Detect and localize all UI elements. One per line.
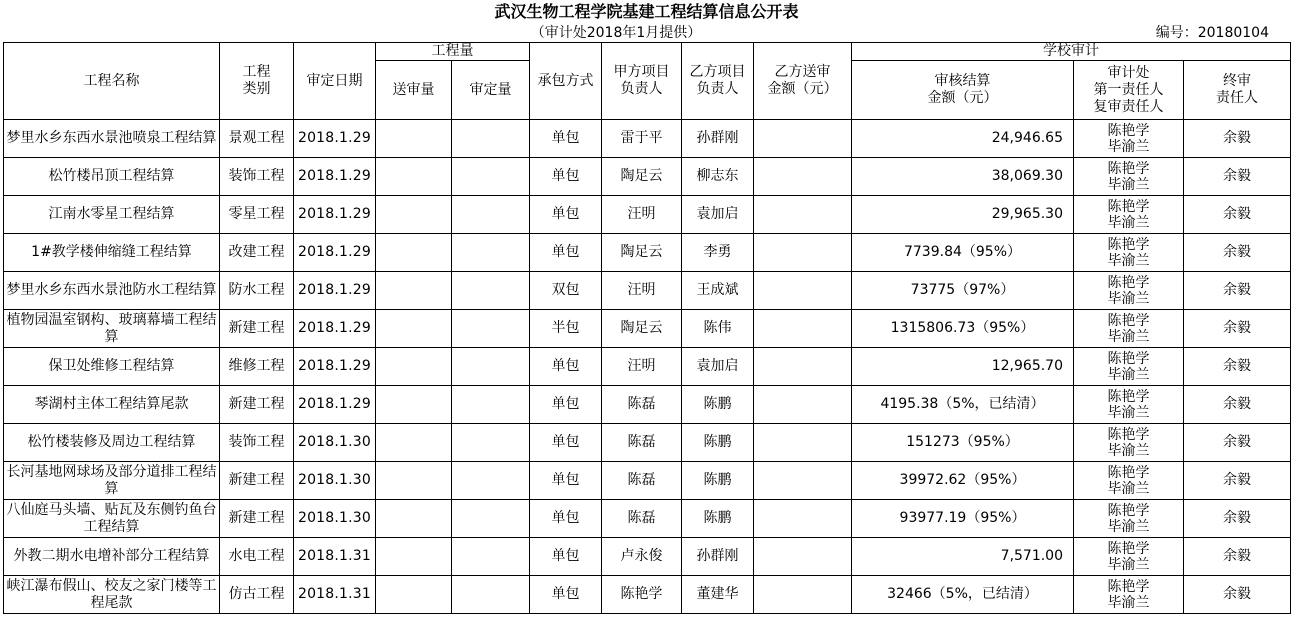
contract-mode-cell: 单包 [530, 500, 602, 538]
project-name-cell: 八仙庭马头墙、贴瓦及东侧钓鱼台工程结算 [4, 500, 220, 538]
category-cell: 新建工程 [220, 462, 294, 500]
project-name-cell: 外教二期水电增补部分工程结算 [4, 538, 220, 576]
header-quantity-group: 工程量 [376, 43, 530, 61]
date-cell: 2018.1.29 [294, 120, 376, 158]
review-auditor: 毕渝兰 [1107, 518, 1150, 535]
audit-responsible-cell [1074, 386, 1184, 424]
date-cell: 2018.1.29 [294, 234, 376, 272]
header-approved-qty: 审定量 [452, 61, 530, 120]
audit-responsible-cell [1074, 120, 1184, 158]
party-a-cell: 陶足云 [602, 310, 682, 348]
party-a-cell: 汪明 [602, 196, 682, 234]
party-b-cell: 陈鹏 [682, 386, 754, 424]
category-cell: 水电工程 [220, 538, 294, 576]
party-b-amount-cell [754, 348, 852, 386]
approved-qty-cell [452, 234, 530, 272]
table-row [4, 196, 1291, 234]
first-auditor: 陈艳学 [1107, 578, 1150, 595]
category-cell: 装饰工程 [220, 158, 294, 196]
party-b-cell: 孙群刚 [682, 538, 754, 576]
final-reviewer-cell: 余毅 [1184, 500, 1291, 538]
table-row [4, 310, 1291, 348]
project-name-cell: 松竹楼吊顶工程结算 [4, 158, 220, 196]
first-auditor: 陈艳学 [1107, 464, 1150, 481]
date-cell: 2018.1.29 [294, 310, 376, 348]
submitted-qty-cell [376, 120, 452, 158]
approved-qty-cell [452, 538, 530, 576]
final-reviewer-cell: 余毅 [1184, 272, 1291, 310]
date-cell: 2018.1.31 [294, 538, 376, 576]
table-row [4, 538, 1291, 576]
header-date: 审定日期 [294, 43, 376, 120]
submitted-qty-cell [376, 310, 452, 348]
audit-responsible-cell [1074, 348, 1184, 386]
first-auditor: 陈艳学 [1107, 122, 1150, 139]
submitted-qty-cell [376, 424, 452, 462]
party-b-cell: 董建华 [682, 576, 754, 614]
review-auditor: 毕渝兰 [1107, 442, 1150, 459]
party-b-cell: 柳志东 [682, 158, 754, 196]
first-auditor: 陈艳学 [1107, 274, 1150, 291]
final-reviewer-cell: 余毅 [1184, 120, 1291, 158]
party-b-amount-cell [754, 158, 852, 196]
party-a-cell: 陈磊 [602, 424, 682, 462]
table-row [4, 462, 1291, 500]
approved-qty-cell [452, 158, 530, 196]
header-audit-amount: 审核结算 金额（元） [852, 61, 1074, 120]
audit-amount-cell: 1315806.73（95%） [852, 310, 1074, 348]
submitted-qty-cell [376, 272, 452, 310]
review-auditor: 毕渝兰 [1107, 480, 1150, 497]
review-auditor: 毕渝兰 [1107, 366, 1150, 383]
party-a-cell: 雷于平 [602, 120, 682, 158]
table-row [4, 120, 1291, 158]
contract-mode-cell: 单包 [530, 424, 602, 462]
approved-qty-cell [452, 462, 530, 500]
header-party-b: 乙方项目 负责人 [682, 43, 754, 120]
contract-mode-cell: 单包 [530, 576, 602, 614]
approved-qty-cell [452, 272, 530, 310]
audit-amount-cell: 39972.62（95%） [852, 462, 1074, 500]
review-auditor: 毕渝兰 [1107, 556, 1150, 573]
header-category: 工程 类别 [220, 43, 294, 120]
party-b-cell: 袁加启 [682, 196, 754, 234]
project-name-cell: 峡江瀑布假山、校友之家门楼等工程尾款 [4, 576, 220, 614]
review-auditor: 毕渝兰 [1107, 328, 1150, 345]
header-party-a: 甲方项目 负责人 [602, 43, 682, 120]
audit-amount-cell: 38,069.30 [852, 158, 1074, 196]
header-school-audit-group: 学校审计 [852, 43, 1291, 61]
audit-responsible-cell [1074, 576, 1184, 614]
category-cell: 仿古工程 [220, 576, 294, 614]
party-b-amount-cell [754, 386, 852, 424]
project-name-cell: 保卫处维修工程结算 [4, 348, 220, 386]
submitted-qty-cell [376, 500, 452, 538]
date-cell: 2018.1.29 [294, 272, 376, 310]
table-row [4, 234, 1291, 272]
first-auditor: 陈艳学 [1107, 198, 1150, 215]
contract-mode-cell: 单包 [530, 120, 602, 158]
contract-mode-cell: 单包 [530, 196, 602, 234]
table-row [4, 576, 1291, 614]
review-auditor: 毕渝兰 [1107, 404, 1150, 421]
category-cell: 零星工程 [220, 196, 294, 234]
approved-qty-cell [452, 348, 530, 386]
category-cell: 维修工程 [220, 348, 294, 386]
approved-qty-cell [452, 386, 530, 424]
review-auditor: 毕渝兰 [1107, 214, 1150, 231]
audit-amount-cell: 93977.19（95%） [852, 500, 1074, 538]
first-auditor: 陈艳学 [1107, 388, 1150, 405]
party-a-cell: 汪明 [602, 272, 682, 310]
party-b-cell: 陈鹏 [682, 500, 754, 538]
submitted-qty-cell [376, 576, 452, 614]
party-b-amount-cell [754, 196, 852, 234]
date-cell: 2018.1.29 [294, 158, 376, 196]
project-name-cell: 1#教学楼伸缩缝工程结算 [4, 234, 220, 272]
approved-qty-cell [452, 120, 530, 158]
project-name-cell: 长河基地网球场及部分道排工程结算 [4, 462, 220, 500]
header-final-reviewer: 终审 责任人 [1184, 61, 1291, 120]
audit-responsible-cell [1074, 500, 1184, 538]
table-row [4, 348, 1291, 386]
contract-mode-cell: 双包 [530, 272, 602, 310]
header-contract-mode: 承包方式 [530, 43, 602, 120]
party-a-cell: 汪明 [602, 348, 682, 386]
party-a-cell: 陶足云 [602, 234, 682, 272]
date-cell: 2018.1.30 [294, 462, 376, 500]
table-row [4, 272, 1291, 310]
audit-amount-cell: 151273（95%） [852, 424, 1074, 462]
category-cell: 新建工程 [220, 500, 294, 538]
submitted-qty-cell [376, 196, 452, 234]
party-b-amount-cell [754, 234, 852, 272]
final-reviewer-cell: 余毅 [1184, 424, 1291, 462]
approved-qty-cell [452, 576, 530, 614]
party-b-cell: 孙群刚 [682, 120, 754, 158]
approved-qty-cell [452, 310, 530, 348]
date-cell: 2018.1.29 [294, 386, 376, 424]
party-b-amount-cell [754, 424, 852, 462]
submitted-qty-cell [376, 462, 452, 500]
settlement-table [3, 42, 1291, 614]
audit-responsible-cell [1074, 234, 1184, 272]
party-b-amount-cell [754, 538, 852, 576]
date-cell: 2018.1.30 [294, 500, 376, 538]
table-row [4, 158, 1291, 196]
final-reviewer-cell: 余毅 [1184, 310, 1291, 348]
party-b-cell: 陈鹏 [682, 462, 754, 500]
final-reviewer-cell: 余毅 [1184, 196, 1291, 234]
party-b-amount-cell [754, 576, 852, 614]
final-reviewer-cell: 余毅 [1184, 158, 1291, 196]
header-project-name: 工程名称 [4, 43, 220, 120]
party-a-cell: 陈磊 [602, 462, 682, 500]
contract-mode-cell: 单包 [530, 158, 602, 196]
header-audit-responsible: 审计处 第一责任人 复审责任人 [1074, 61, 1184, 120]
audit-responsible-cell [1074, 538, 1184, 576]
party-a-cell: 陈艳学 [602, 576, 682, 614]
audit-amount-cell: 7,571.00 [852, 538, 1074, 576]
header-submitted-qty: 送审量 [376, 61, 452, 120]
first-auditor: 陈艳学 [1107, 350, 1150, 367]
table-row [4, 500, 1291, 538]
first-auditor: 陈艳学 [1107, 160, 1150, 177]
project-name-cell: 植物园温室钢构、玻璃幕墙工程结算 [4, 310, 220, 348]
review-auditor: 毕渝兰 [1107, 138, 1150, 155]
final-reviewer-cell: 余毅 [1184, 462, 1291, 500]
party-b-cell: 李勇 [682, 234, 754, 272]
date-cell: 2018.1.31 [294, 576, 376, 614]
audit-responsible-cell [1074, 158, 1184, 196]
category-cell: 新建工程 [220, 310, 294, 348]
audit-amount-cell: 29,965.30 [852, 196, 1074, 234]
page-title: 武汉生物工程学院基建工程结算信息公开表 [494, 2, 799, 21]
audit-responsible-cell [1074, 196, 1184, 234]
contract-mode-cell: 单包 [530, 348, 602, 386]
submitted-qty-cell [376, 158, 452, 196]
table-row [4, 386, 1291, 424]
party-b-amount-cell [754, 272, 852, 310]
final-reviewer-cell: 余毅 [1184, 538, 1291, 576]
party-a-cell: 陈磊 [602, 386, 682, 424]
project-name-cell: 琴湖村主体工程结算尾款 [4, 386, 220, 424]
audit-responsible-cell [1074, 462, 1184, 500]
review-auditor: 毕渝兰 [1107, 290, 1150, 307]
header-party-b-amount: 乙方送审 金额（元） [754, 43, 852, 120]
party-b-amount-cell [754, 310, 852, 348]
submitted-qty-cell [376, 234, 452, 272]
audit-amount-cell: 73775（97%） [852, 272, 1074, 310]
project-name-cell: 梦里水乡东西水景池防水工程结算 [4, 272, 220, 310]
table-row [4, 424, 1291, 462]
review-auditor: 毕渝兰 [1107, 176, 1150, 193]
party-b-cell: 袁加启 [682, 348, 754, 386]
review-auditor: 毕渝兰 [1107, 594, 1150, 611]
date-cell: 2018.1.29 [294, 196, 376, 234]
audit-responsible-cell [1074, 310, 1184, 348]
approved-qty-cell [452, 196, 530, 234]
submitted-qty-cell [376, 348, 452, 386]
final-reviewer-cell: 余毅 [1184, 348, 1291, 386]
first-auditor: 陈艳学 [1107, 540, 1150, 557]
date-cell: 2018.1.30 [294, 424, 376, 462]
audit-amount-cell: 32466（5%，已结清） [852, 576, 1074, 614]
party-a-cell: 卢永俊 [602, 538, 682, 576]
category-cell: 装饰工程 [220, 424, 294, 462]
submitted-qty-cell [376, 386, 452, 424]
audit-amount-cell: 24,946.65 [852, 120, 1074, 158]
party-b-cell: 王成斌 [682, 272, 754, 310]
date-cell: 2018.1.29 [294, 348, 376, 386]
final-reviewer-cell: 余毅 [1184, 576, 1291, 614]
audit-amount-cell: 12,965.70 [852, 348, 1074, 386]
contract-mode-cell: 半包 [530, 310, 602, 348]
first-auditor: 陈艳学 [1107, 236, 1150, 253]
category-cell: 新建工程 [220, 386, 294, 424]
provider-note: （审计处2018年1月提供） [530, 25, 702, 41]
category-cell: 防水工程 [220, 272, 294, 310]
submitted-qty-cell [376, 538, 452, 576]
contract-mode-cell: 单包 [530, 234, 602, 272]
party-a-cell: 陶足云 [602, 158, 682, 196]
first-auditor: 陈艳学 [1107, 426, 1150, 443]
approved-qty-cell [452, 424, 530, 462]
audit-responsible-cell [1074, 424, 1184, 462]
project-name-cell: 江南水零星工程结算 [4, 196, 220, 234]
party-b-amount-cell [754, 120, 852, 158]
audit-amount-cell: 7739.84（95%） [852, 234, 1074, 272]
contract-mode-cell: 单包 [530, 386, 602, 424]
party-b-cell: 陈鹏 [682, 424, 754, 462]
project-name-cell: 松竹楼装修及周边工程结算 [4, 424, 220, 462]
approved-qty-cell [452, 500, 530, 538]
review-auditor: 毕渝兰 [1107, 252, 1150, 269]
table-body [4, 120, 1291, 614]
party-b-amount-cell [754, 462, 852, 500]
first-auditor: 陈艳学 [1107, 502, 1150, 519]
party-a-cell: 陈磊 [602, 500, 682, 538]
party-b-cell: 陈伟 [682, 310, 754, 348]
final-reviewer-cell: 余毅 [1184, 234, 1291, 272]
party-b-amount-cell [754, 500, 852, 538]
final-reviewer-cell: 余毅 [1184, 386, 1291, 424]
category-cell: 改建工程 [220, 234, 294, 272]
document-number: 编号：20180104 [1155, 25, 1269, 41]
audit-responsible-cell [1074, 272, 1184, 310]
project-name-cell: 梦里水乡东西水景池喷泉工程结算 [4, 120, 220, 158]
contract-mode-cell: 单包 [530, 538, 602, 576]
contract-mode-cell: 单包 [530, 462, 602, 500]
audit-amount-cell: 4195.38（5%，已结清） [852, 386, 1074, 424]
category-cell: 景观工程 [220, 120, 294, 158]
first-auditor: 陈艳学 [1107, 312, 1150, 329]
